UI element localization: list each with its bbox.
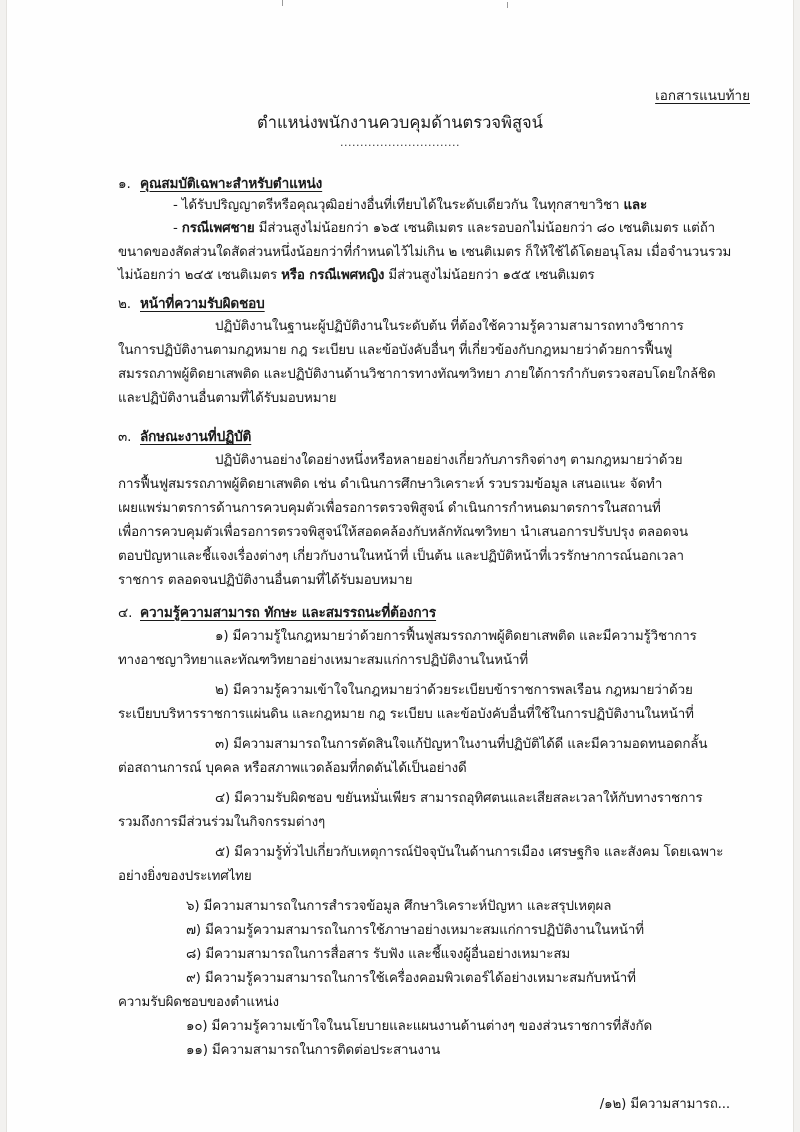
item-4: ๔) มีความรับผิดชอบ ขยันหมั่นเพียร สามารถอุทิศตนและเสียสละเวลาให้กับทางราชการ xyxy=(215,791,703,806)
section-3-line-6: ราชการ ตลอดจนปฏิบัติงานอื่นตามที่ได้รับมอบหมาย xyxy=(118,573,413,588)
item-5: ๕) มีความรู้ทั่วไปเกี่ยวกับเหตุการณ์ปัจจุบันในด้านการเมือง เศรษฐกิจ และสังคม โดยเฉพาะ xyxy=(215,845,724,860)
section-2-heading xyxy=(118,295,265,313)
annex-label: เอกสารแนบท้าย xyxy=(655,88,750,104)
item-6: ๖) มีความสามารถในการสำรวจข้อมูล ศึกษาวิเคราะห์ปัญหา และสรุปเหตุผล xyxy=(186,899,612,914)
section-title: ลักษณะงานที่ปฏิบัติ xyxy=(140,429,252,445)
section-3-line-2: การฟื้นฟูสมรรถภาพผู้ติดยาเสพติด เช่น ดำเนินการศึกษาวิเคราะห์ รวบรวมข้อมูล เสนอแนะ จัดทำ xyxy=(118,477,663,492)
text-bold: กรณีเพศชาย xyxy=(181,221,255,236)
section-3-line-5: ตอบปัญหาและชี้แจงเรื่องต่างๆ เกี่ยวกับงานในหน้าที่ เป็นต้น และปฏิบัติหน้าที่เวรรักษาการณ์นอกเวลา xyxy=(118,549,684,564)
section-3-line-3: เผยแพร่มาตรการด้านการควบคุมตัวเพื่อรอการตรวจพิสูจน์ ดำเนินการกำหนดมาตรการในสถานที่ xyxy=(118,501,661,516)
section-title: คุณสมบัติเฉพาะสำหรับตำแหน่ง xyxy=(140,176,323,192)
section-1-line-4 xyxy=(118,267,595,285)
item-9: ๙) มีความรู้ความสามารถในการใช้เครื่องคอมพิวเตอร์ได้อย่างเหมาะสมกับหน้าที่ xyxy=(186,971,636,986)
item-3-cont: ต่อสถานการณ์ บุคคล หรือสภาพแวดล้อมที่กดดันได้เป็นอย่างดี xyxy=(118,761,467,776)
continuation-note: /๑๒) มีความสามารถ... xyxy=(599,1097,730,1112)
section-2-line-1: ปฏิบัติงานในฐานะผู้ปฏิบัติงานในระดับต้น ที่ต้องใช้ความรู้ความสามารถทางวิชาการ xyxy=(215,319,684,334)
scan-mark xyxy=(507,2,508,8)
section-1-line-1 xyxy=(173,197,647,215)
section-4-heading xyxy=(118,604,436,622)
item-11: ๑๑) มีความสามารถในการติดต่อประสานงาน xyxy=(186,1043,441,1058)
item-9-cont: ความรับผิดชอบของตำแหน่ง xyxy=(118,995,279,1010)
section-title: หน้าที่ความรับผิดชอบ xyxy=(140,296,265,312)
section-number: ๑. xyxy=(118,176,131,192)
section-1-line-2 xyxy=(173,220,715,238)
text-segment: มีส่วนสูงไม่น้อยกว่า ๑๕๕ เซนติเมตร xyxy=(384,268,595,283)
item-10: ๑๐) มีความรู้ความเข้าใจในนโยบายและแผนงานด้านต่างๆ ของส่วนราชการที่สังกัด xyxy=(186,1019,653,1034)
item-7: ๗) มีความรู้ความสามารถในการใช้ภาษาอย่างเหมาะสมแก่การปฏิบัติงานในหน้าที่ xyxy=(186,923,644,938)
text-segment: - xyxy=(173,221,182,236)
section-title: ความรู้ความสามารถ ทักษะ และสมรรถนะที่ต้องการ xyxy=(140,605,437,621)
scan-mark xyxy=(282,0,283,6)
section-3-heading xyxy=(118,428,251,446)
item-1-cont: ทางอาชญาวิทยาและทัณฑวิทยาอย่างเหมาะสมแก่การปฏิบัติงานในหน้าที่ xyxy=(118,653,528,668)
item-1: ๑) มีความรู้ในกฎหมายว่าด้วยการฟื้นฟูสมรรถภาพผู้ติดยาเสพติด และมีความรู้วิชาการ xyxy=(215,629,697,644)
item-2-cont: ระเบียบบริหารราชการแผ่นดิน และกฎหมาย กฎ ระเบียบ และข้อบังคับอื่นที่ใช้ในการปฏิบัติงานในหน้าที่ xyxy=(118,707,694,722)
item-3: ๓) มีความสามารถในการตัดสินใจแก้ปัญหาในงานที่ปฏิบัติได้ดี และมีความอดทนอดกลั้น xyxy=(215,737,708,752)
text-bold: และ xyxy=(623,198,648,213)
document-title: ตำแหน่งพนักงานควบคุมด้านตรวจพิสูจน์ xyxy=(257,113,543,132)
text-bold: หรือ กรณีเพศหญิง xyxy=(281,268,385,283)
section-number: ๔. xyxy=(118,605,133,621)
text-segment: ไม่น้อยกว่า ๒๔๕ เซนติเมตร xyxy=(118,268,282,283)
section-3-line-1: ปฏิบัติงานอย่างใดอย่างหนึ่งหรือหลายอย่างเกี่ยวกับภารกิจต่างๆ ตามกฎหมายว่าด้วย xyxy=(215,453,683,468)
section-1-heading xyxy=(118,175,322,193)
title-separator: .............................. xyxy=(340,136,460,149)
item-8: ๘) มีความสามารถในการสื่อสาร รับฟัง และชี้แจงผู้อื่นอย่างเหมาะสม xyxy=(186,947,571,962)
section-2-line-3: สมรรถภาพผู้ติดยาเสพติด และปฏิบัติงานด้านวิชาการทางทัณฑวิทยา ภายใต้การกำกับตรวจสอบโดยใกล้ชิด xyxy=(118,367,716,382)
item-2: ๒) มีความรู้ความเข้าใจในกฎหมายว่าด้วยระเบียบข้าราชการพลเรือน กฎหมายว่าด้วย xyxy=(215,683,693,698)
section-number: ๒. xyxy=(118,296,131,312)
section-2-line-4: และปฏิบัติงานอื่นตามที่ได้รับมอบหมาย xyxy=(118,391,337,406)
section-3-line-4: เพื่อการควบคุมตัวเพื่อรอการตรวจพิสูจน์ให้สอดคล้องกับหลักทัณฑวิทยา นำเสนอการปรับปรุง ตลอดจน xyxy=(118,525,689,540)
item-4-cont: รวมถึงการมีส่วนร่วมในกิจกรรมต่างๆ xyxy=(118,815,326,830)
text-segment: - ได้รับปริญญาตรีหรือคุณวุฒิอย่างอื่นที่เทียบได้ในระดับเดียวกัน ในทุกสาขาวิชา xyxy=(173,198,624,213)
text-segment: มีส่วนสูงไม่น้อยกว่า ๑๖๕ เซนติเมตร และรอบอกไม่น้อยกว่า ๘๐ เซนติเมตร แต่ถ้า xyxy=(254,221,716,236)
item-5-cont: อย่างยิ่งของประเทศไทย xyxy=(118,869,252,884)
section-number: ๓. xyxy=(118,429,132,445)
section-2-line-2: ในการปฏิบัติงานตามกฎหมาย กฎ ระเบียบ และข้อบังคับอื่นๆ ที่เกี่ยวข้องกับกฎหมายว่าด้วยการฟื้นฟู xyxy=(118,343,673,358)
section-1-line-3: ขนาดของสัดส่วนใดสัดส่วนหนึ่งน้อยกว่าที่กำหนดไว้ไม่เกิน ๒ เซนติเมตร ก็ให้ใช้ได้โดยอนุโลม เมื่อจำนวนรวม xyxy=(118,245,732,260)
